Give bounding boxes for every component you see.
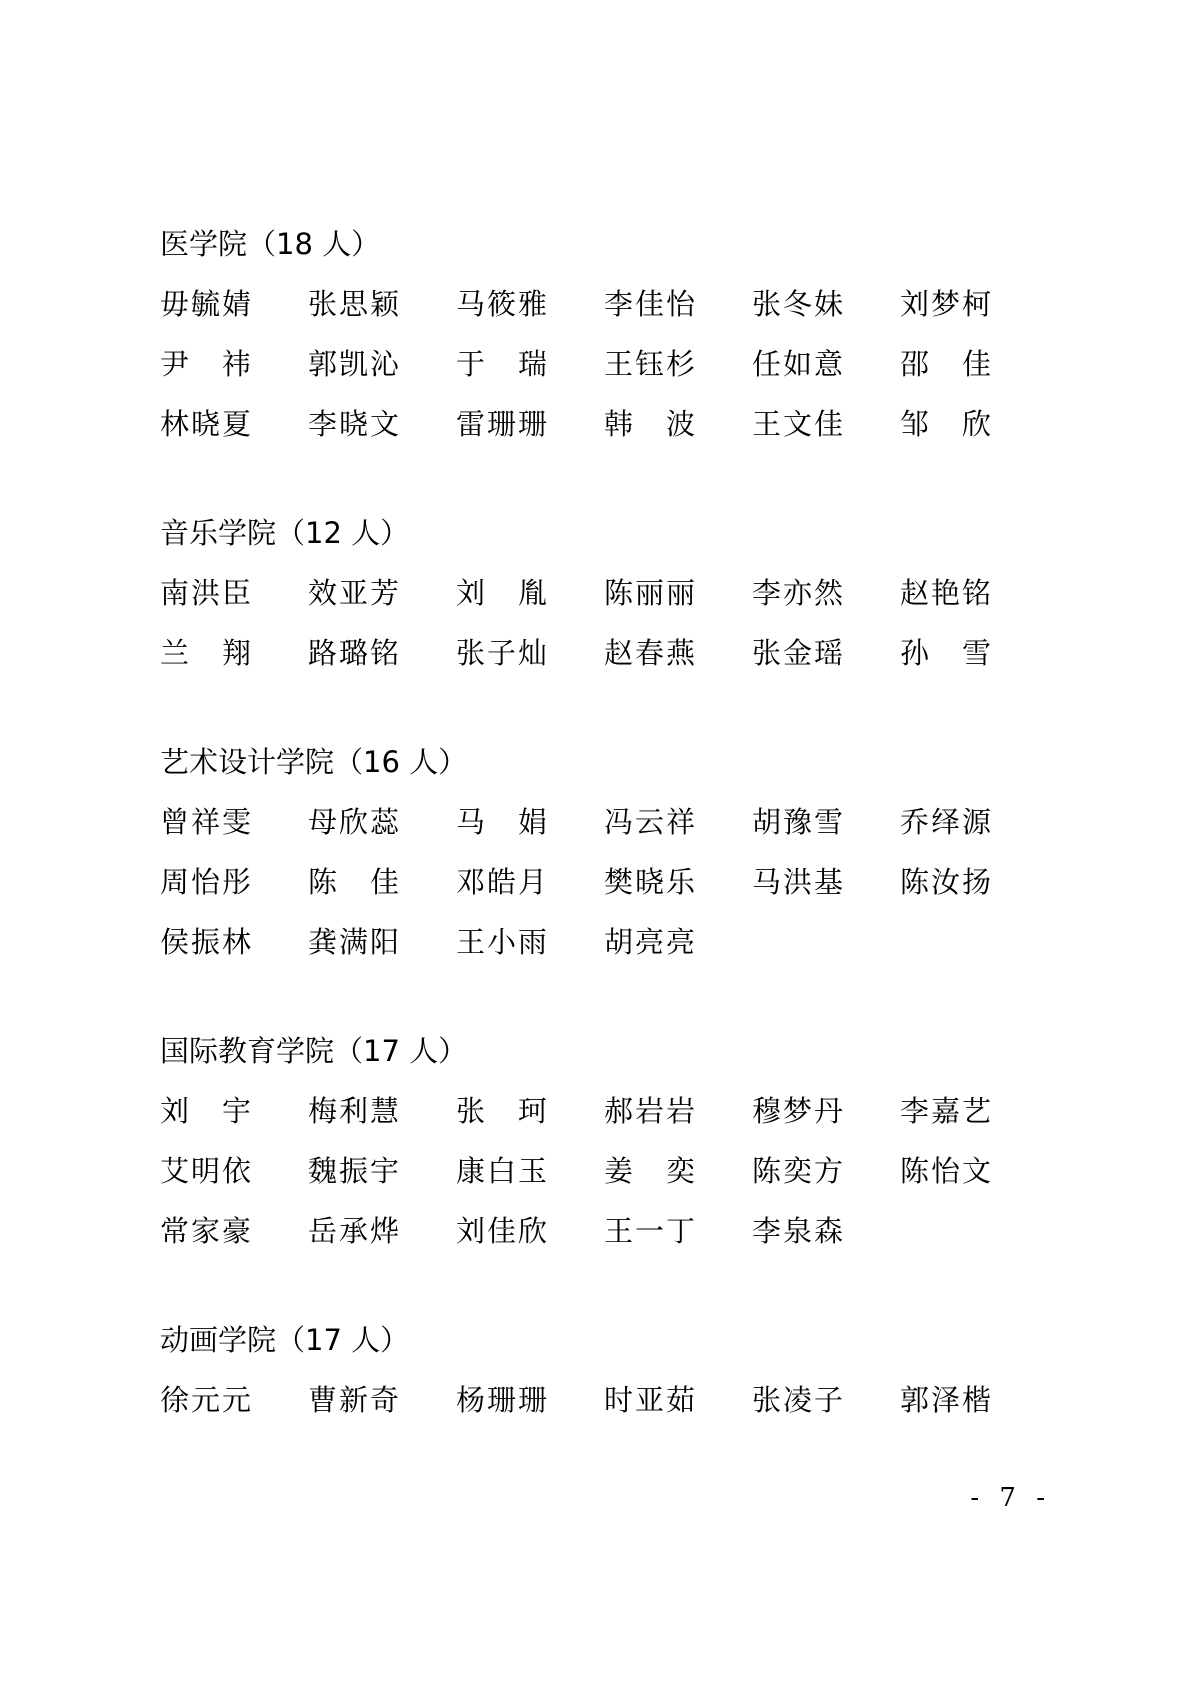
student-name: 李佳怡 xyxy=(604,287,698,321)
student-name: 路璐铭 xyxy=(308,636,402,670)
student-name: 毋毓婧 xyxy=(160,287,254,321)
student-name: 王一丁 xyxy=(604,1214,698,1248)
student-name: 穆梦丹 xyxy=(752,1094,846,1128)
name-row xyxy=(160,394,1060,454)
college-section xyxy=(160,224,1060,454)
college-heading: 艺术设计学院（16 人） xyxy=(160,745,468,779)
student-name: 郭泽楷 xyxy=(900,1383,994,1417)
college-heading: 医学院（18 人） xyxy=(160,227,381,261)
document-body xyxy=(160,224,1060,1489)
student-name: 侯振林 xyxy=(160,925,254,959)
student-name: 胡亮亮 xyxy=(604,925,698,959)
student-name: 孙 雪 xyxy=(900,636,994,670)
college-section xyxy=(160,742,1060,972)
student-name: 李嘉艺 xyxy=(900,1094,994,1128)
college-section xyxy=(160,1031,1060,1261)
student-name: 马洪基 xyxy=(752,865,846,899)
student-name: 郭凯沁 xyxy=(308,347,402,381)
name-row xyxy=(160,1370,1060,1430)
student-name: 李亦然 xyxy=(752,576,846,610)
student-name: 胡豫雪 xyxy=(752,805,846,839)
name-row xyxy=(160,334,1060,394)
student-name: 赵春燕 xyxy=(604,636,698,670)
student-name: 艾明依 xyxy=(160,1154,254,1188)
student-name: 时亚茹 xyxy=(604,1383,698,1417)
student-name: 马筱雅 xyxy=(456,287,550,321)
name-row xyxy=(160,1201,1060,1261)
student-name: 韩 波 xyxy=(604,407,698,441)
student-name: 母欣蕊 xyxy=(308,805,402,839)
student-name: 陈丽丽 xyxy=(604,576,698,610)
student-name: 张金瑶 xyxy=(752,636,846,670)
college-section xyxy=(160,513,1060,683)
student-name: 林晓夏 xyxy=(160,407,254,441)
student-name: 梅利慧 xyxy=(308,1094,402,1128)
student-name: 张凌子 xyxy=(752,1383,846,1417)
student-name: 冯云祥 xyxy=(604,805,698,839)
student-name: 王小雨 xyxy=(456,925,550,959)
student-name: 王钰杉 xyxy=(604,347,698,381)
student-name: 乔绎源 xyxy=(900,805,994,839)
student-name: 雷珊珊 xyxy=(456,407,550,441)
student-name: 刘 胤 xyxy=(456,576,550,610)
student-name: 康白玉 xyxy=(456,1154,550,1188)
student-name: 刘佳欣 xyxy=(456,1214,550,1248)
student-name: 赵艳铭 xyxy=(900,576,994,610)
student-name: 张 珂 xyxy=(456,1094,550,1128)
student-name: 曾祥雯 xyxy=(160,805,254,839)
student-name: 王文佳 xyxy=(752,407,846,441)
student-name: 龚满阳 xyxy=(308,925,402,959)
student-name: 马 娟 xyxy=(456,805,550,839)
name-row xyxy=(160,623,1060,683)
student-name: 陈怡文 xyxy=(900,1154,994,1188)
student-name: 樊晓乐 xyxy=(604,865,698,899)
name-row xyxy=(160,912,1060,972)
name-row xyxy=(160,1141,1060,1201)
student-name: 兰 翔 xyxy=(160,636,254,670)
name-row xyxy=(160,792,1060,852)
student-name: 陈汝扬 xyxy=(900,865,994,899)
name-row xyxy=(160,852,1060,912)
student-name: 南洪臣 xyxy=(160,576,254,610)
name-row xyxy=(160,274,1060,334)
student-name: 魏振宇 xyxy=(308,1154,402,1188)
student-name: 姜 奕 xyxy=(604,1154,698,1188)
student-name: 邵 佳 xyxy=(900,347,994,381)
student-name: 陈 佳 xyxy=(308,865,402,899)
name-row xyxy=(160,563,1060,623)
student-name: 张思颖 xyxy=(308,287,402,321)
student-name: 杨珊珊 xyxy=(456,1383,550,1417)
student-name: 邹 欣 xyxy=(900,407,994,441)
student-name: 刘 宇 xyxy=(160,1094,254,1128)
student-name: 徐元元 xyxy=(160,1383,254,1417)
page-number: - 7 - xyxy=(970,1483,1051,1513)
student-name: 陈奕方 xyxy=(752,1154,846,1188)
student-name: 岳承烨 xyxy=(308,1214,402,1248)
student-name: 李泉森 xyxy=(752,1214,846,1248)
student-name: 邓皓月 xyxy=(456,865,550,899)
college-heading: 音乐学院（12 人） xyxy=(160,516,410,550)
college-heading: 动画学院（17 人） xyxy=(160,1323,410,1357)
student-name: 常家豪 xyxy=(160,1214,254,1248)
college-section xyxy=(160,1320,1060,1430)
name-row xyxy=(160,1081,1060,1141)
student-name: 张冬妹 xyxy=(752,287,846,321)
student-name: 效亚芳 xyxy=(308,576,402,610)
student-name: 张子灿 xyxy=(456,636,550,670)
student-name: 周怡彤 xyxy=(160,865,254,899)
student-name: 李晓文 xyxy=(308,407,402,441)
student-name: 曹新奇 xyxy=(308,1383,402,1417)
student-name: 郝岩岩 xyxy=(604,1094,698,1128)
student-name: 尹 祎 xyxy=(160,347,254,381)
student-name: 任如意 xyxy=(752,347,846,381)
college-heading: 国际教育学院（17 人） xyxy=(160,1034,468,1068)
student-name: 于 瑞 xyxy=(456,347,550,381)
student-name: 刘梦柯 xyxy=(900,287,994,321)
